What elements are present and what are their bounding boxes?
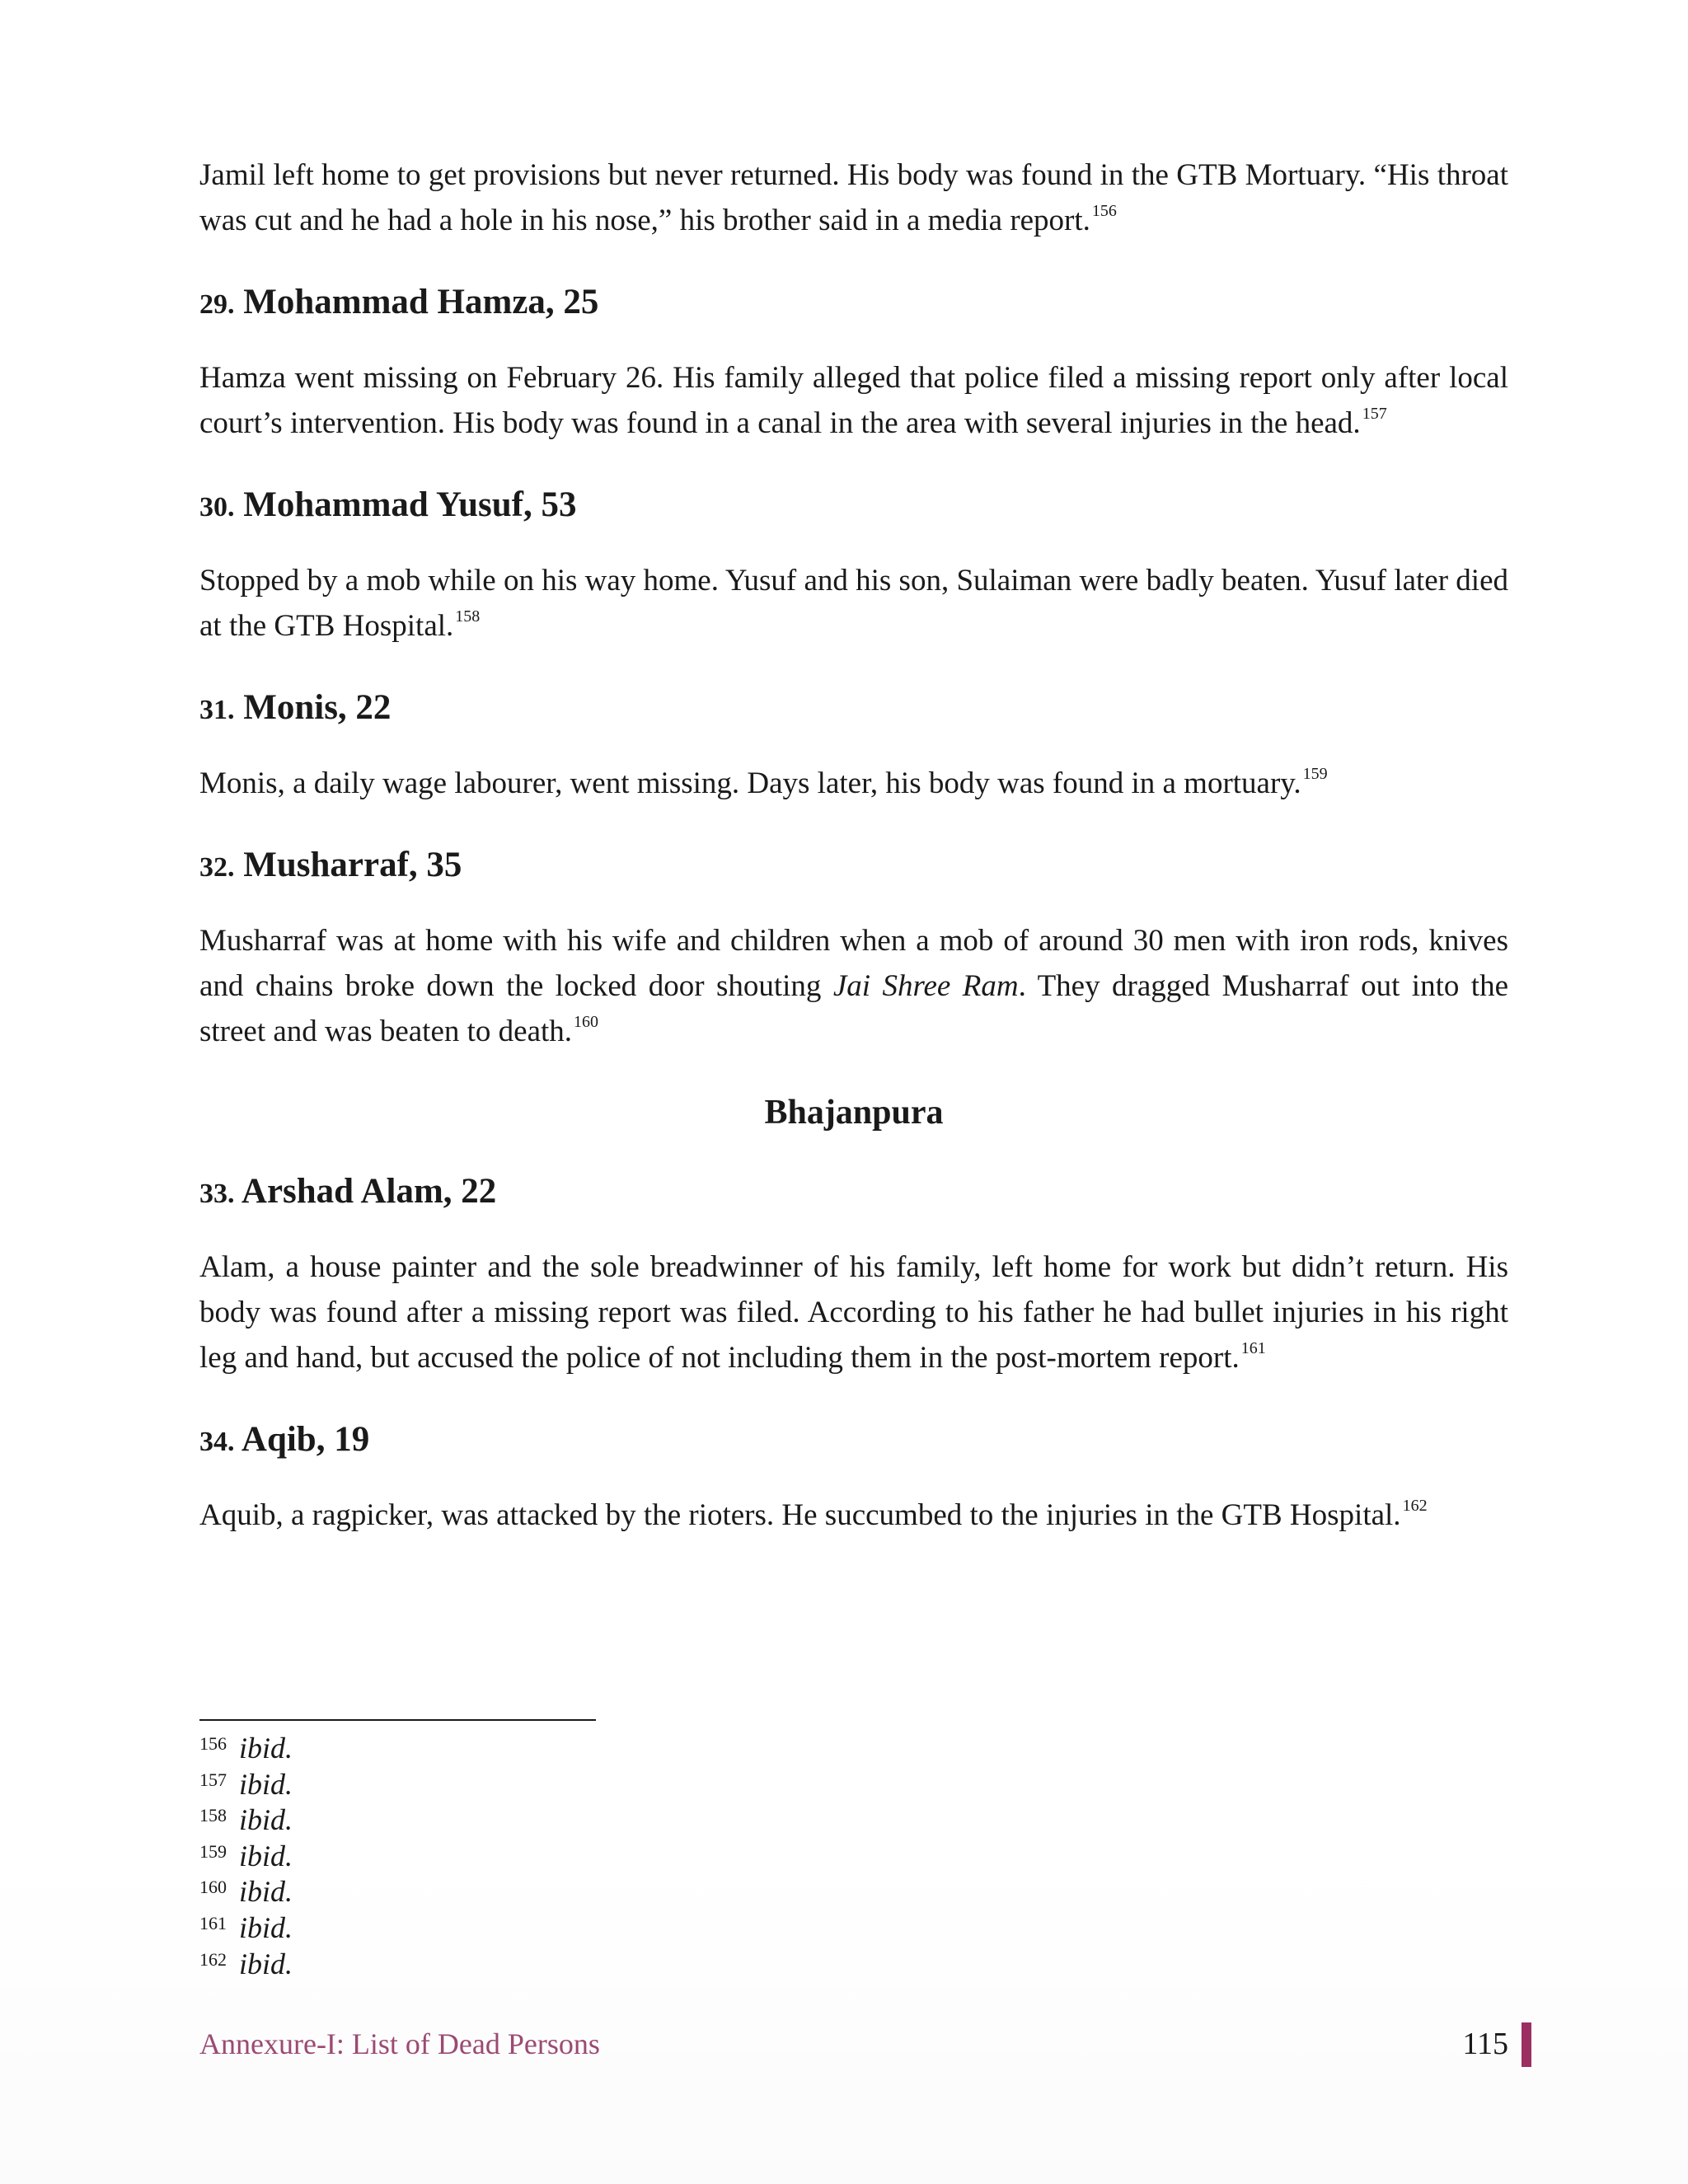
footnote-number: 162 (199, 1948, 227, 1970)
entry-text: Monis, a daily wage labourer, went missing. Days later, his body was found in a mortuary. (199, 766, 1301, 800)
entry-heading (199, 1417, 1508, 1465)
footnote-divider (199, 1719, 596, 1721)
entry-name: Mohammad Hamza, 25 (243, 283, 599, 321)
footnote-item (199, 1874, 859, 1910)
footnote-item (199, 1767, 859, 1803)
entry-number: 33. (199, 1179, 235, 1209)
footer-accent-bar (1522, 2022, 1531, 2067)
footnote-ref[interactable]: 158 (455, 607, 481, 626)
footnote-number: 156 (199, 1733, 227, 1754)
footnote-text: ibid. (239, 1875, 293, 1909)
entry-number: 32. (199, 852, 235, 883)
footnote-item (199, 1910, 859, 1947)
entry-number: 30. (199, 492, 235, 523)
footnote-ref[interactable]: 160 (574, 1012, 599, 1031)
entry-name: Musharraf, 35 (243, 846, 462, 884)
entry-number: 29. (199, 289, 235, 320)
entry-text: Aquib, a ragpicker, was attacked by the rioters. He succumbed to the injuries in the GTB Hospital. (199, 1498, 1401, 1532)
footnote-text: ibid. (239, 1803, 293, 1837)
footnote-ref[interactable]: 162 (1402, 1496, 1428, 1515)
entry-number: 34. (199, 1427, 235, 1457)
footnotes-list (199, 1731, 859, 1982)
footnote-text: ibid. (239, 1767, 293, 1801)
entry-paragraph (199, 558, 1508, 649)
entry-text: Alam, a house painter and the sole breadwinner of his family, left home for work but didn’t return. His body was found after a missing report was filed. According to his father he had bullet injuries in his right leg and hand, but accused the police of not including them in the post-mortem report. (199, 1250, 1508, 1375)
entry-name: Aqib, 19 (241, 1420, 370, 1459)
footnote-item (199, 1731, 859, 1767)
entry-text-after: . They dragged Musharraf out into the street and was beaten to death. (199, 969, 1508, 1048)
footnote-number: 161 (199, 1912, 227, 1933)
footnote-number: 157 (199, 1769, 227, 1790)
entry-number: 31. (199, 695, 235, 725)
entry-text: Hamza went missing on February 26. His family alleged that police filed a missing report only after local court’s intervention. His body was found in a canal in the area with several injuries in the head. (199, 361, 1508, 440)
footnote-ref[interactable]: 161 (1240, 1338, 1266, 1357)
footnote-item (199, 1839, 859, 1875)
entry-heading (199, 685, 1508, 733)
section-title: Bhajanpura (764, 1094, 944, 1132)
footnote-text: ibid. (239, 1839, 293, 1872)
entry-paragraph (199, 918, 1508, 1054)
entry-heading (199, 482, 1508, 530)
footnote-ref[interactable]: 156 (1091, 201, 1117, 220)
footnote-number: 158 (199, 1805, 227, 1826)
entry-name: Arshad Alam, 22 (241, 1172, 497, 1211)
intro-paragraph (199, 152, 1508, 243)
footnote-ref[interactable]: 159 (1302, 764, 1328, 783)
footer-title: Annexure-I: List of Dead Persons (199, 2027, 600, 2060)
footnote-number: 160 (199, 1877, 227, 1898)
entry-name: Mohammad Yusuf, 53 (243, 485, 577, 524)
footnote-text: ibid. (239, 1947, 293, 1980)
entry-paragraph (199, 355, 1508, 446)
entry-name: Monis, 22 (243, 688, 392, 727)
entry-paragraph (199, 1244, 1508, 1380)
footnote-item (199, 1947, 859, 1983)
entry-text: Stopped by a mob while on his way home. Yusuf and his son, Sulaiman were badly beaten. Yusuf later died at the GTB Hospital. (199, 564, 1508, 643)
footnote-number: 159 (199, 1840, 227, 1862)
intro-text: Jamil left home to get provisions but never returned. His body was found in the GTB Mortuary. “His throat was cut and he had a hole in his nose,” his brother said in a media report. (199, 158, 1508, 237)
entry-text-before: Musharraf was at home with his wife and children when a mob of around 30 men with iron rods, knives and chains broke down the locked door shouting (199, 924, 1508, 1003)
entry-paragraph (199, 761, 1508, 806)
page-content (199, 152, 1508, 1538)
footnote-item (199, 1802, 859, 1839)
entry-heading (199, 1169, 1508, 1216)
entry-text-italic: Jai Shree Ram (832, 969, 1019, 1003)
entry-heading (199, 842, 1508, 890)
entry-paragraph (199, 1493, 1508, 1538)
page-number: 115 (1462, 2027, 1508, 2061)
footnote-text: ibid. (239, 1910, 293, 1944)
footnote-text: ibid. (239, 1732, 293, 1765)
footnote-ref[interactable]: 157 (1362, 404, 1387, 423)
entry-heading (199, 279, 1508, 327)
